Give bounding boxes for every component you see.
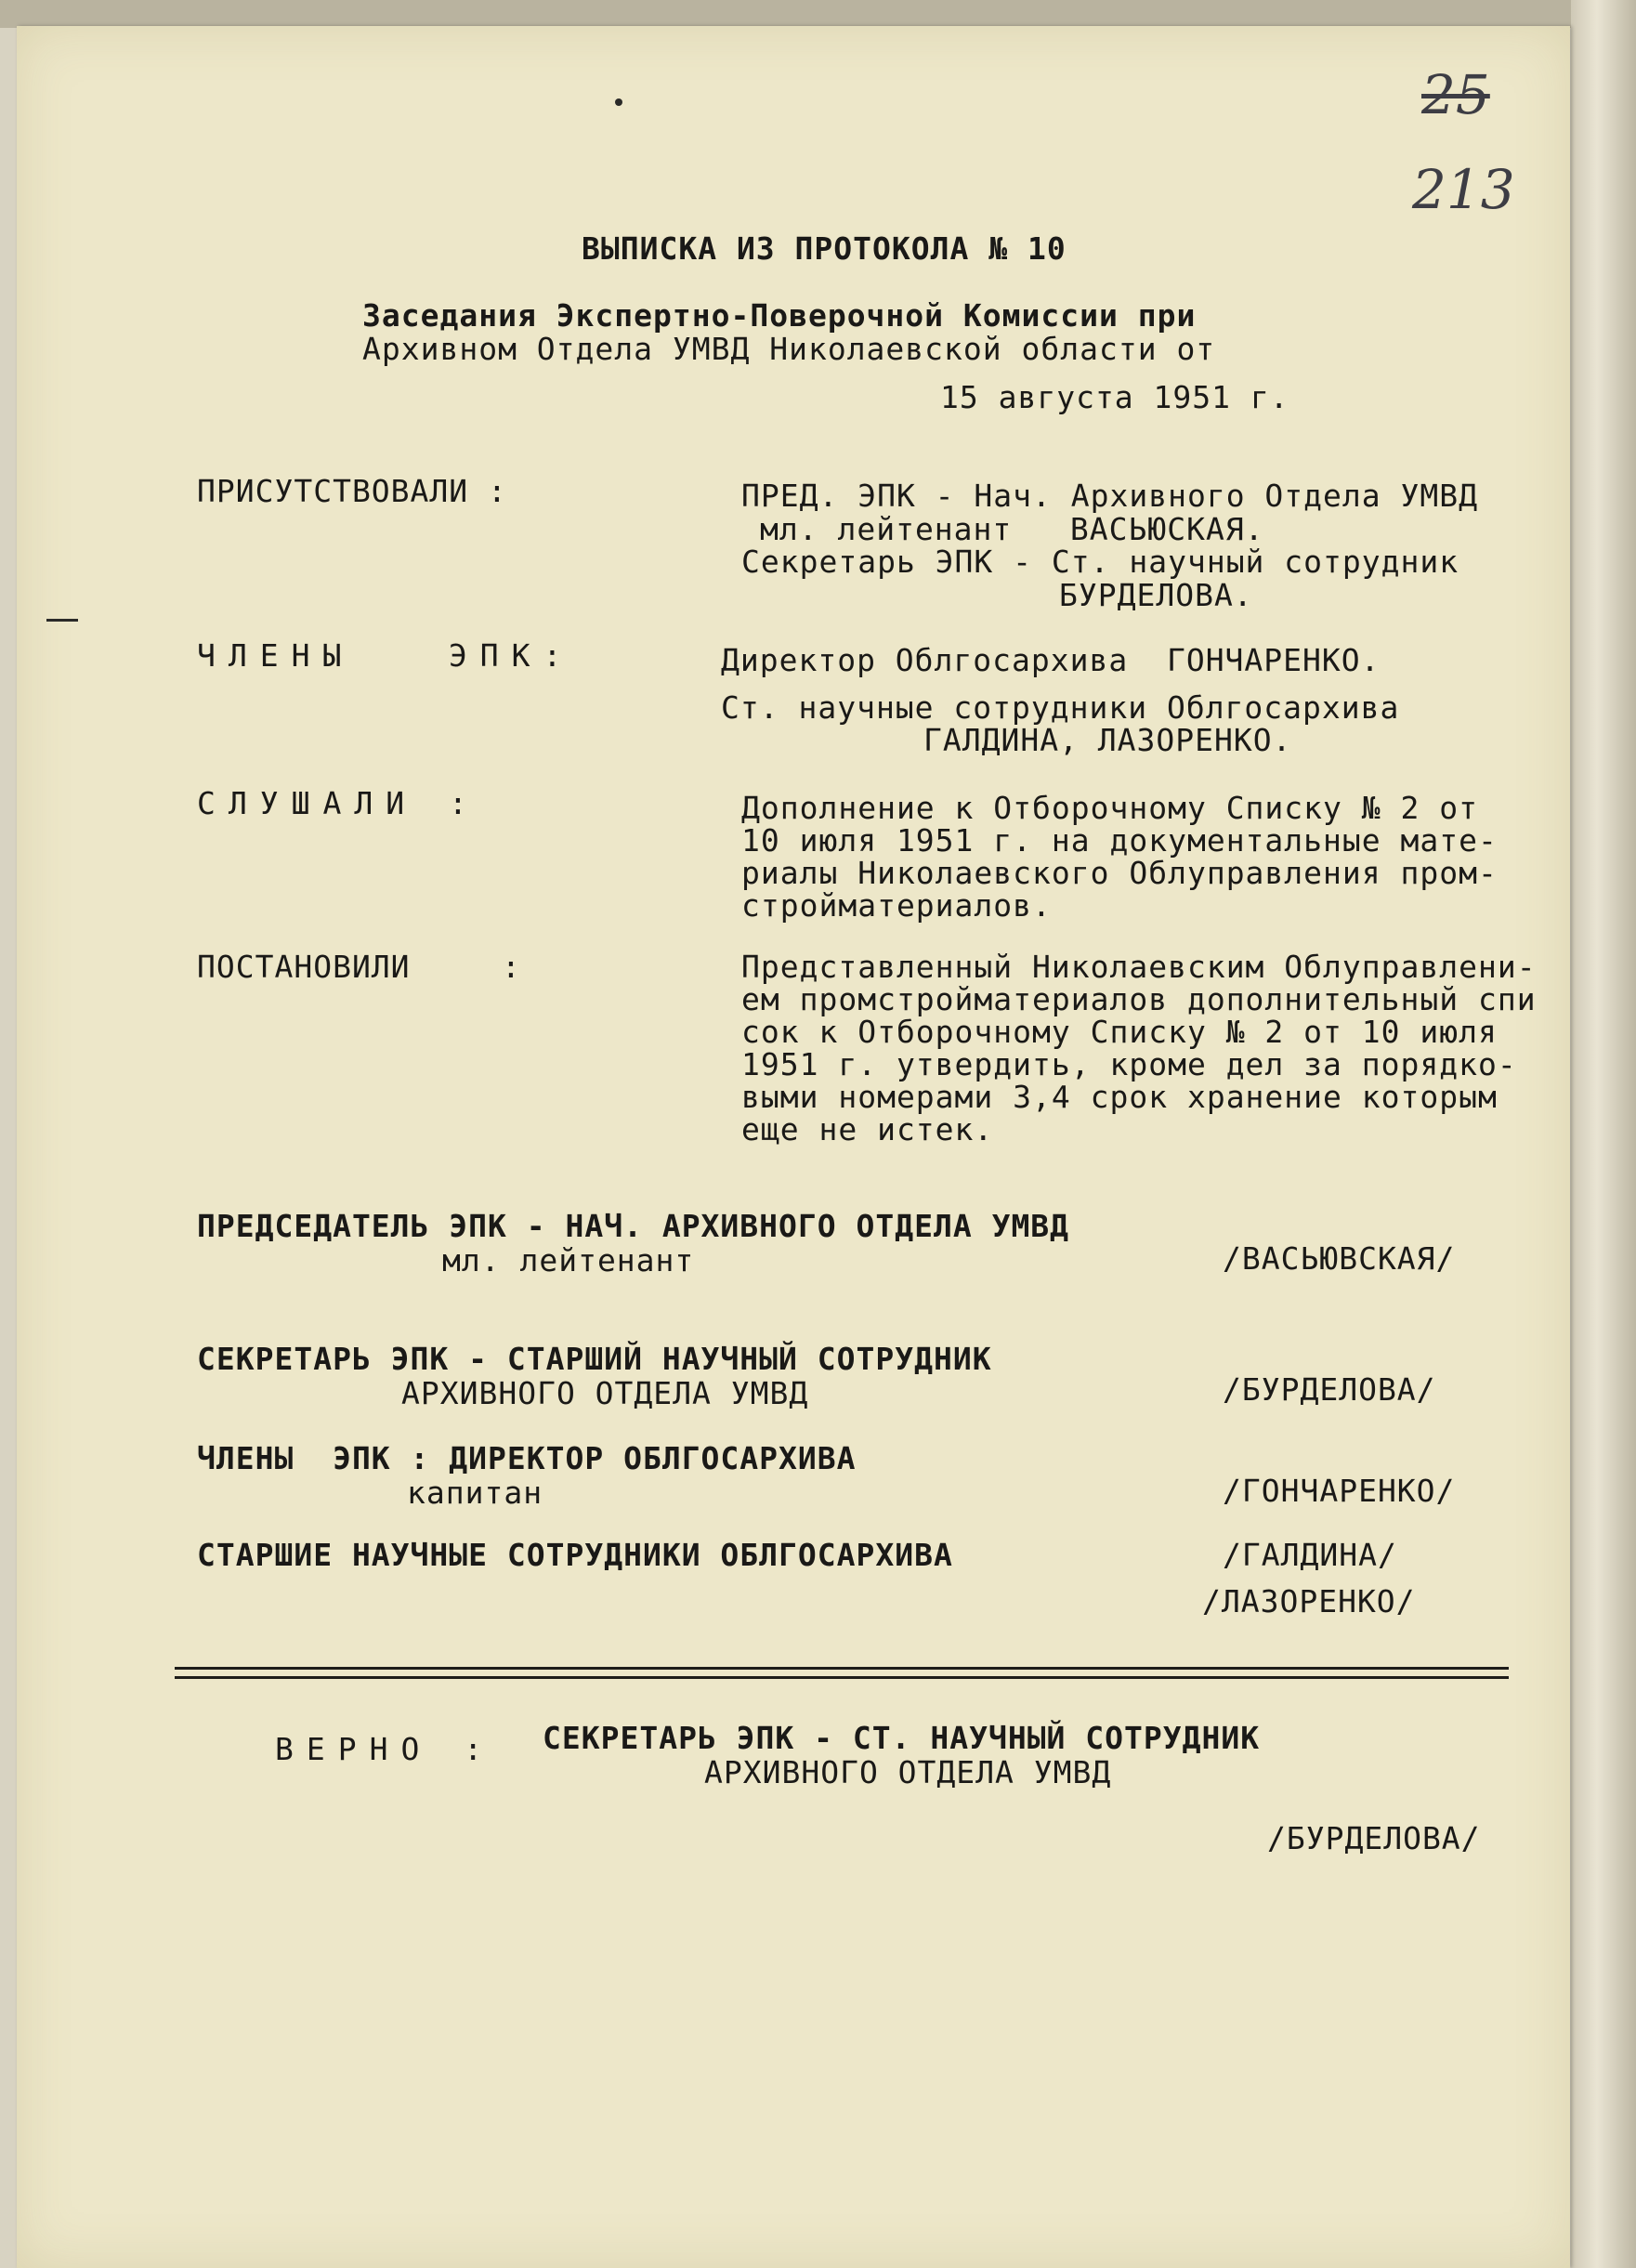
heard-line: 10 июля 1951 г. на документальные мате- (741, 822, 1498, 859)
secretary-dept: АРХИВНОГО ОТДЕЛА УМВД (401, 1375, 809, 1411)
secretary-title: СЕКРЕТАРЬ ЭПК - СТАРШИЙ НАУЧНЫЙ СОТРУДНИК (197, 1341, 992, 1377)
resolved-line: сок к Отборочному Списку № 2 от 10 июля (741, 1014, 1498, 1050)
seniors-title: СТАРШИЕ НАУЧНЫЕ СОТРУДНИКИ ОБЛГОСАРХИВА (197, 1537, 953, 1573)
header-line-2: Архивном Отдела УМВД Николаевской области от (362, 331, 1216, 367)
resolved-line: ем промстройматериалов дополнительный спи (741, 981, 1537, 1017)
members-label: ЧЛЕНЫ ЭПК: (197, 637, 575, 674)
chair-rank: мл. лейтенант (442, 1242, 695, 1278)
secretary-signature: /БУРДЕЛОВА/ (1223, 1371, 1436, 1408)
folio-number: 213 (1412, 158, 1515, 221)
certified-label: ВЕРНО : (275, 1731, 496, 1767)
scan-backdrop-right (1571, 0, 1636, 2268)
resolved-line: Представленный Николаевским Облуправлени- (741, 949, 1537, 985)
document-title: ВЫПИСКА ИЗ ПРОТОКОЛА № 10 (582, 230, 1067, 267)
seniors-signature-1: /ГАЛДИНА/ (1223, 1537, 1397, 1573)
scan-backdrop-top (0, 0, 1636, 28)
members-sign-title: ЧЛЕНЫ ЭПК : ДИРЕКТОР ОБЛГОСАРХИВА (197, 1440, 857, 1476)
seniors-signature-2: /ЛАЗОРЕНКО/ (1202, 1583, 1416, 1619)
members-line: ГАЛДИНА, ЛАЗОРЕНКО. (923, 722, 1292, 758)
members-signature: /ГОНЧАРЕНКО/ (1223, 1473, 1456, 1509)
stray-dot (615, 98, 622, 106)
present-label: ПРИСУТСТВОВАЛИ : (197, 473, 507, 509)
header-line-1: Заседания Экспертно-Поверочной Комиссии при (362, 297, 1197, 334)
folio-number-crossed: 25 (1421, 63, 1490, 126)
header-date: 15 августа 1951 г. (940, 379, 1289, 415)
certified-line-2: АРХИВНОГО ОТДЕЛА УМВД (704, 1754, 1112, 1790)
present-line: мл. лейтенант ВАСЬЮСКАЯ. (760, 511, 1264, 547)
members-line: Директор Облгосархива ГОНЧАРЕНКО. (721, 642, 1381, 678)
divider-rule-bottom (175, 1676, 1509, 1679)
heard-line: стройматериалов. (741, 887, 1052, 924)
chair-signature: /ВАСЬЮВСКАЯ/ (1223, 1240, 1456, 1277)
heard-line: риалы Николаевского Облуправления пром- (741, 855, 1498, 891)
members-sign-rank: капитан (407, 1475, 543, 1511)
heard-label: СЛУШАЛИ : (197, 785, 480, 821)
heard-line: Дополнение к Отборочному Списку № 2 от (741, 790, 1478, 826)
members-line: Ст. научные сотрудники Облгосархива (721, 689, 1400, 726)
resolved-label: ПОСТАНОВИЛИ (197, 949, 411, 985)
margin-tick (46, 619, 78, 622)
resolved-line: 1951 г. утвердить, кроме дел за порядко- (741, 1046, 1517, 1082)
resolved-line: еще не истек. (741, 1111, 994, 1147)
certified-line-1: СЕКРЕТАРЬ ЭПК - СТ. НАУЧНЫЙ СОТРУДНИК (543, 1720, 1261, 1756)
resolved-line: выми номерами 3,4 срок хранение которым (741, 1079, 1498, 1115)
divider-rule-top (175, 1667, 1509, 1670)
chair-title: ПРЕДСЕДАТЕЛЬ ЭПК - НАЧ. АРХИВНОГО ОТДЕЛА УМВД (197, 1208, 1070, 1244)
resolved-colon: : (502, 949, 521, 985)
present-line: БУРДЕЛОВА. (1059, 577, 1253, 613)
certified-signature: /БУРДЕЛОВА/ (1267, 1820, 1481, 1856)
present-line: ПРЕД. ЭПК - Нач. Архивного Отдела УМВД (741, 478, 1478, 514)
present-line: Секретарь ЭПК - Ст. научный сотрудник (741, 544, 1459, 580)
